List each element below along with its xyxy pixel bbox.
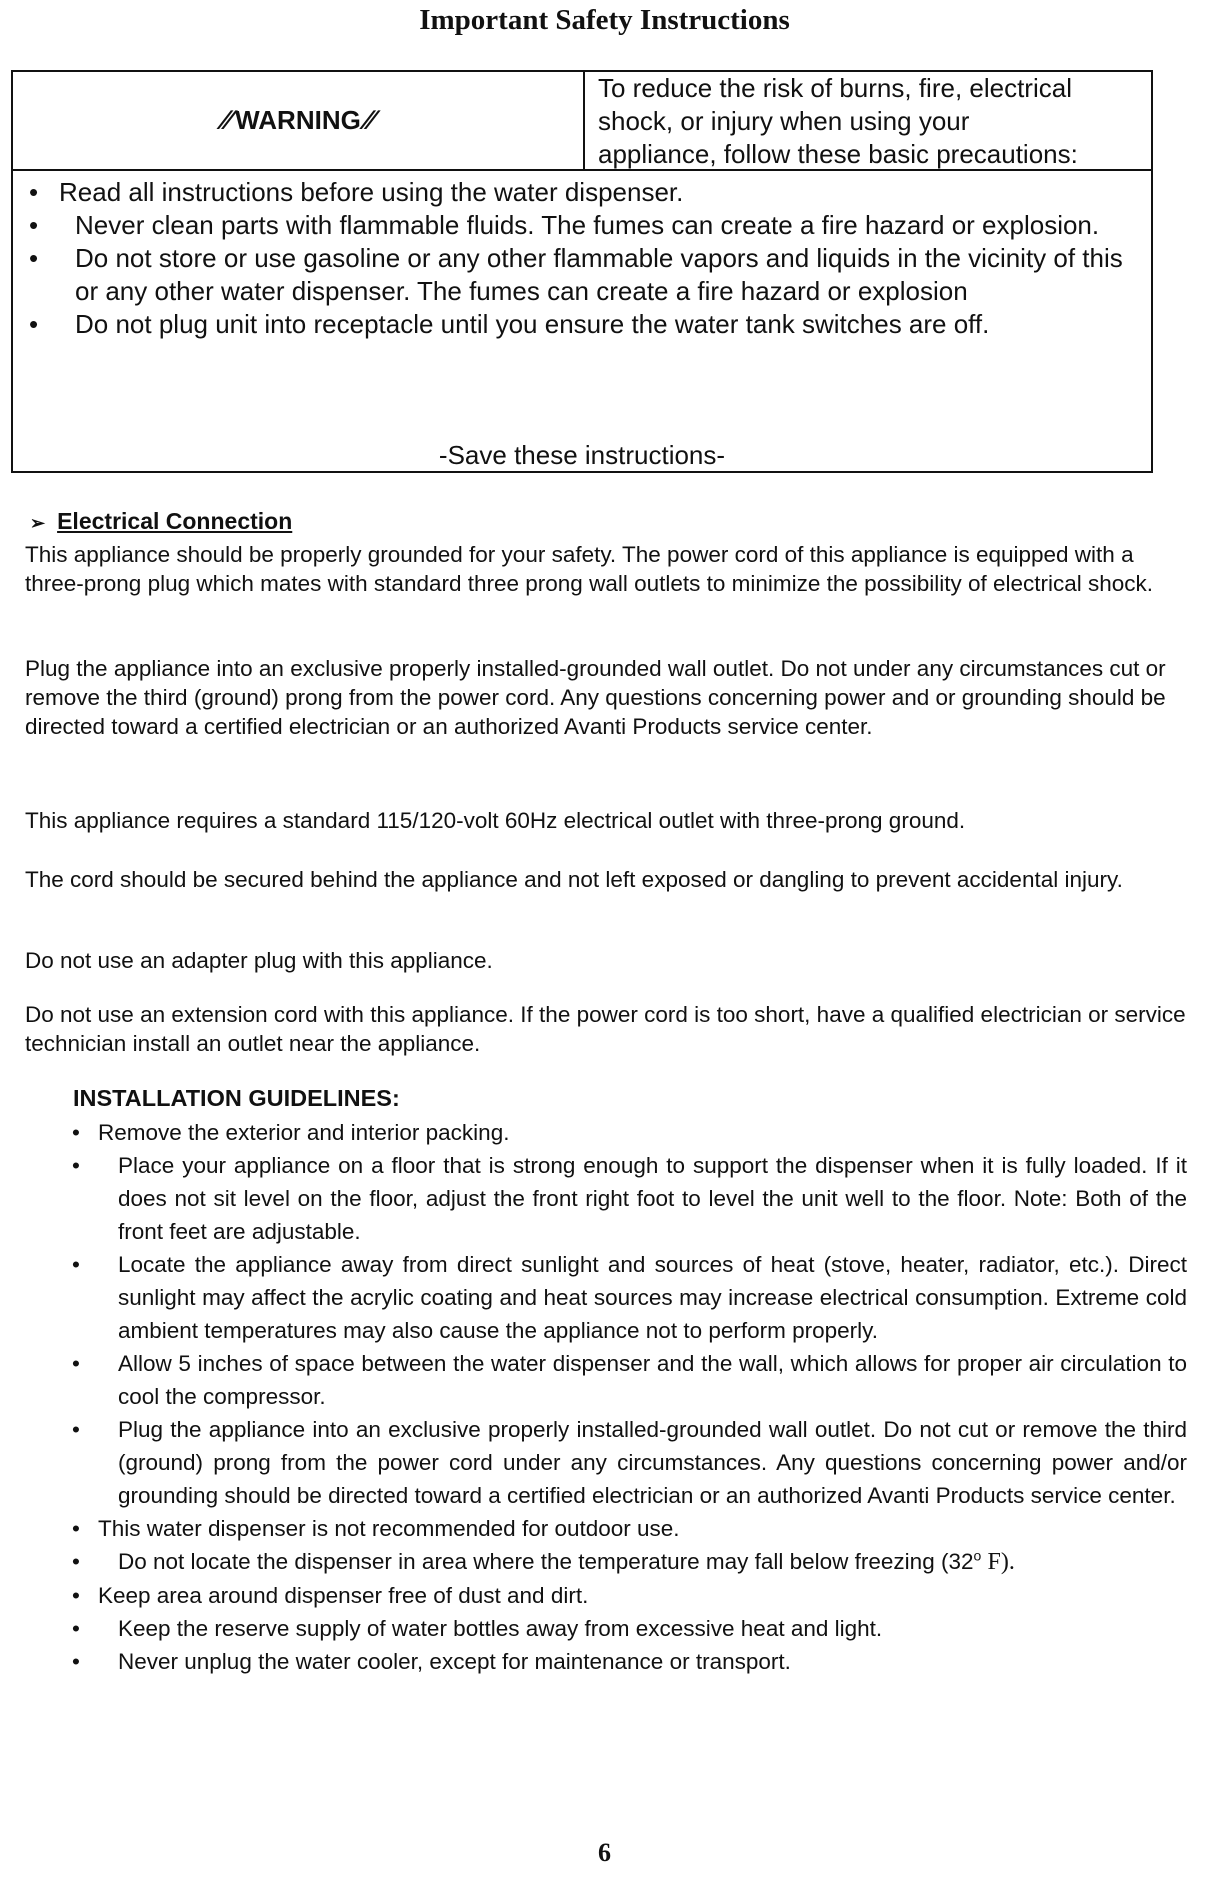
lightning-bolt-icon: ∕∕ — [364, 105, 374, 135]
warning-item: • Do not plug unit into receptacle until you ensure the water tank switches are off. — [27, 308, 1142, 341]
warning-intro-line: To reduce the risk of burns, fire, electrical — [598, 73, 1072, 103]
warning-box — [11, 70, 1153, 473]
installation-item: • Keep area around dispenser free of dust and dirt. — [72, 1579, 1187, 1612]
installation-item: • Place your appliance on a floor that is strong enough to support the dispenser when it is fully loaded. If it does not sit level on the floor, adjust the front right foot to level the unit well to the floor. Note: Both of the front feet are adjustable. — [72, 1149, 1187, 1248]
installation-item: • Remove the exterior and interior packing. — [72, 1116, 1187, 1149]
electrical-paragraph: The cord should be secured behind the appliance and not left exposed or dangling to prevent accidental injury. — [25, 867, 1123, 892]
warning-intro — [598, 72, 1143, 171]
warning-intro-line: shock, or injury when using your — [598, 106, 970, 136]
page-number: 6 — [598, 1838, 611, 1867]
warning-item: • Read all instructions before using the water dispenser. — [27, 176, 1142, 209]
electrical-heading-label: Electrical Connection — [57, 508, 293, 534]
warning-label: WARNING — [235, 105, 361, 135]
installation-item: • Keep the reserve supply of water bottles away from excessive heat and light. — [72, 1612, 1187, 1645]
freeze-warning-text: Do not locate the dispenser in area where the temperature may fall below freezing (32 — [118, 1549, 974, 1574]
electrical-paragraph: Plug the appliance into an exclusive properly installed-grounded wall outlet. Do not under any circumstances cut or remove the third (ground) prong from the power cord. Any questions concerning power and or grounding should be directed toward a certified electrician or an authorized Avanti Products service center. — [25, 656, 1166, 739]
electrical-heading — [30, 508, 292, 535]
installation-heading: INSTALLATION GUIDELINES: — [73, 1085, 400, 1111]
arrow-bullet-icon: ➢ — [30, 513, 46, 533]
electrical-paragraph: This appliance requires a standard 115/120-volt 60Hz electrical outlet with three-prong ground. — [25, 808, 966, 833]
warning-label-cell — [13, 72, 585, 169]
installation-item: • Plug the appliance into an exclusive properly installed-grounded wall outlet. Do not cut or remove the third (ground) prong from the power cord under any circumstances. Any questions concerning power and/or grounding should be directed toward a certified electrician or an authorized Avanti Products service center. — [72, 1413, 1187, 1512]
warning-item: • Do not store or use gasoline or any other flammable vapors and liquids in the vicinity of this or any other water dispenser. The fumes can create a fire hazard or explosion — [27, 242, 1142, 308]
freeze-temp-unit: F). — [987, 1549, 1015, 1575]
electrical-paragraph: Do not use an extension cord with this appliance. If the power cord is too short, have a qualified electrician or service technician install an outlet near the appliance. — [25, 1002, 1186, 1056]
warning-item: • Never clean parts with flammable fluids. The fumes can create a fire hazard or explosion. — [27, 209, 1142, 242]
page-title: Important Safety Instructions — [419, 4, 790, 36]
installation-item — [72, 1545, 1187, 1579]
installation-item: • Allow 5 inches of space between the water dispenser and the wall, which allows for proper air circulation to cool the compressor. — [72, 1347, 1187, 1413]
installation-list — [72, 1116, 1187, 1678]
electrical-paragraph: This appliance should be properly grounded for your safety. The power cord of this appliance is equipped with a three-prong plug which mates with standard three prong wall outlets to minimize the possibility of electrical shock. — [25, 542, 1154, 596]
electrical-paragraph: Do not use an adapter plug with this appliance. — [25, 948, 493, 973]
installation-item: • This water dispenser is not recommended for outdoor use. — [72, 1512, 1187, 1545]
lightning-bolt-icon: ∕∕ — [222, 105, 232, 135]
installation-item: • Locate the appliance away from direct sunlight and sources of heat (stove, heater, radiator, etc.). Direct sunlight may affect the acrylic coating and heat sources may increase electrical consumption. Extreme cold ambient temperatures may also cause the appliance not to perform properly. — [72, 1248, 1187, 1347]
save-instructions-note: -Save these instructions- — [438, 440, 726, 470]
installation-item: • Never unplug the water cooler, except for maintenance or transport. — [72, 1645, 1187, 1678]
warning-intro-line: appliance, follow these basic precautions: — [598, 139, 1078, 169]
warning-header — [13, 72, 1151, 171]
warning-list — [27, 176, 1142, 341]
degree-sign: o — [973, 1547, 982, 1564]
